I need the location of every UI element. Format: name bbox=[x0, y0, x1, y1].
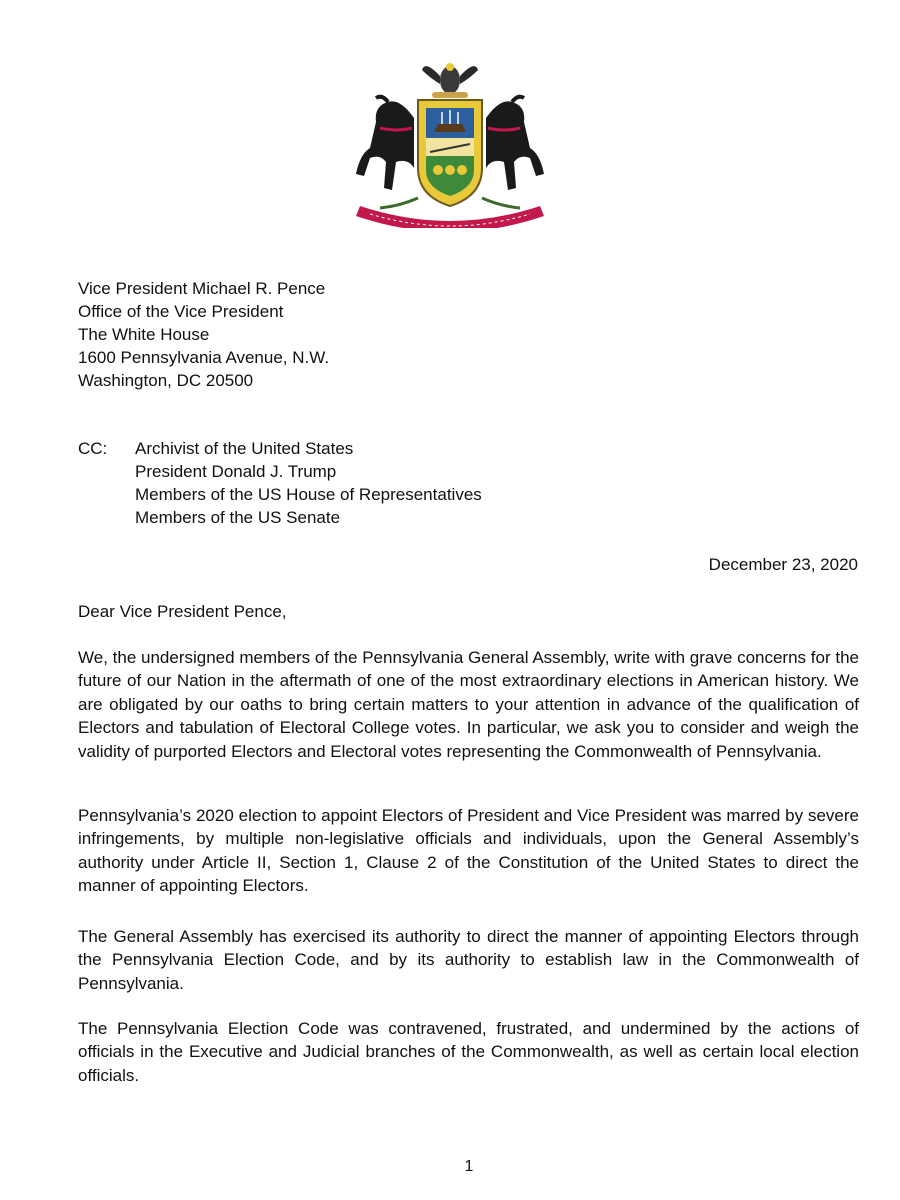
salutation: Dear Vice President Pence, bbox=[78, 602, 287, 621]
address-line: The White House bbox=[78, 325, 210, 344]
cc-recipient: Members of the US House of Representatives bbox=[135, 485, 482, 504]
page-number: 1 bbox=[464, 1158, 474, 1175]
address-line: 1600 Pennsylvania Avenue, N.W. bbox=[78, 348, 330, 367]
left-horse-icon bbox=[356, 97, 414, 190]
body-paragraph: We, the undersigned members of the Pennsylvania General Assembly, write with grave concerns for the future of our Nation in the aftermath of one of the most extraordinary elections in American history. We are obligated by our oaths to bring certain matters to your attention in advance of the qualification of Electors and tabulation of Electoral College votes. In particular, we ask you to consider and weigh the validity of purported Electors and Electoral votes representing the Commonwealth of Pennsylvania. bbox=[78, 648, 859, 761]
right-horse-icon bbox=[486, 97, 544, 190]
recipient-address bbox=[78, 277, 329, 392]
address-line: Office of the Vice President bbox=[78, 302, 284, 321]
cc-recipient: President Donald J. Trump bbox=[135, 462, 337, 481]
letter-date: December 23, 2020 bbox=[708, 555, 858, 574]
cc-recipient: Members of the US Senate bbox=[135, 508, 341, 527]
cc-recipients bbox=[135, 437, 482, 529]
pennsylvania-coat-of-arms bbox=[330, 58, 570, 228]
body-paragraph: Pennsylvania’s 2020 election to appoint Electors of President and Vice President was marred by severe infringements, by multiple non-legislative officials and individuals, upon the General Assembly’s authority under Article II, Section 1, Clause 2 of the Constitution of the United States to direct the manner of appointing Electors. bbox=[78, 806, 859, 896]
cc-recipient: Archivist of the United States bbox=[135, 439, 354, 458]
address-line: Washington, DC 20500 bbox=[78, 371, 254, 390]
address-line: Vice President Michael R. Pence bbox=[78, 279, 326, 298]
body-paragraph: The Pennsylvania Election Code was contravened, frustrated, and undermined by the actions of officials in the Executive and Judicial branches of the Commonwealth, as well as certain local election officials. bbox=[78, 1019, 859, 1085]
cc-label: CC: bbox=[78, 439, 108, 458]
body-paragraph: The General Assembly has exercised its authority to direct the manner of appointing Electors through the Pennsylvania Election Code, and by its authority to establish law in the Commonwealth of Pennsylvania. bbox=[78, 927, 859, 993]
eagle-icon bbox=[422, 63, 478, 98]
shield-icon bbox=[418, 100, 482, 206]
motto-ribbon-icon bbox=[356, 206, 544, 228]
cc-block bbox=[78, 437, 482, 529]
